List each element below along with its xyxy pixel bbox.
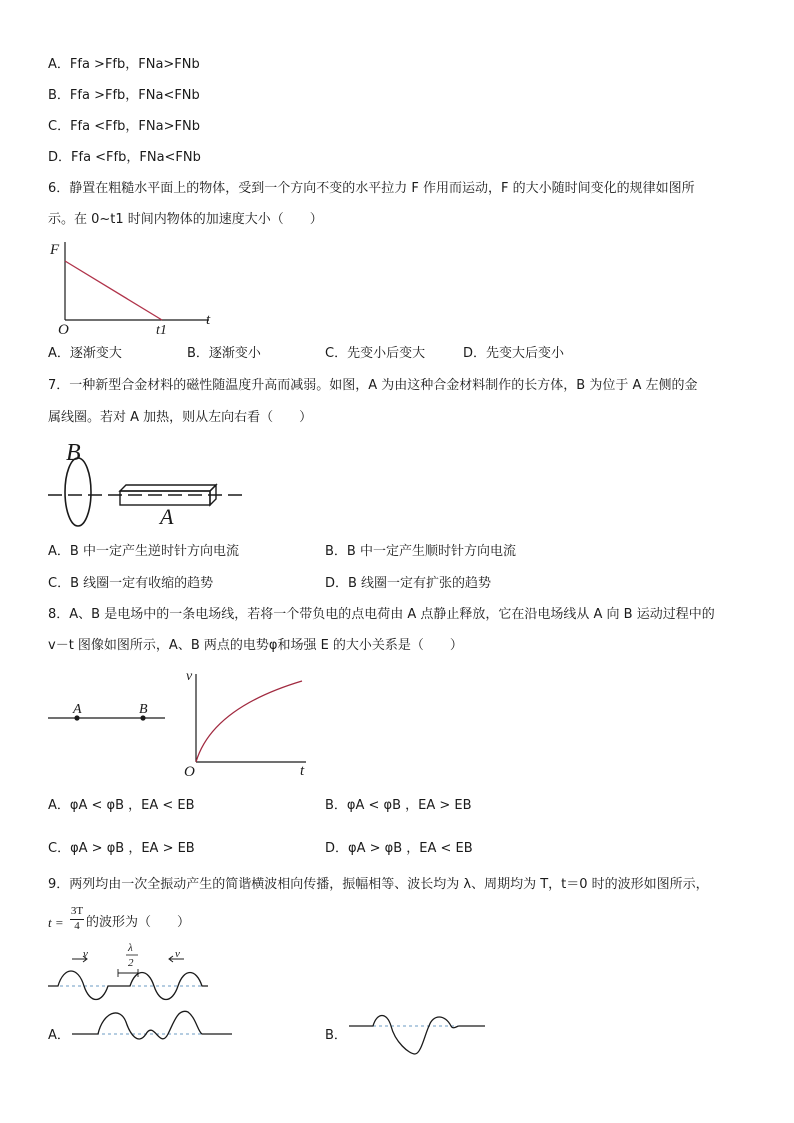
q9-stem-line1: 9．两列均由一次全振动产生的简谐横波相向传播，振幅相等、波长均为 λ、周期均为 T，t＝0 时的波形如图所示， [48, 877, 709, 892]
q5-option-a: A．Ffa >Ffb，FNa>FNb [48, 57, 200, 72]
q9-v-right: v [175, 948, 180, 960]
q8-stem-line1: 8．A、B 是电场中的一条电场线，若将一个带负电的点电荷由 A 点静止释放，它在沿电场线从 A 向 B 运动过程中的 [48, 607, 715, 622]
q7-bar-top [120, 485, 216, 491]
q9-lambda-den: 2 [128, 957, 134, 969]
q9-two-pulses [48, 971, 208, 1000]
q6-stem-line1: 6．静置在粗糙水平面上的物体，受到一个方向不变的水平拉力 F 作用而运动，F 的大小随时间变化的规律如图所 [48, 181, 695, 196]
q9-option-a-waveform [68, 1004, 238, 1064]
q6-t1-label: t1 [156, 323, 167, 338]
q9-frac-num: 3T [70, 905, 84, 917]
q8-option-a: A．φA < φB ，EA < EB [48, 798, 195, 813]
q9-t-eq: t = [48, 915, 64, 930]
q8-t-label: t [300, 763, 305, 779]
q8-option-c: C．φA > φB ，EA > EB [48, 841, 195, 856]
q7-label-a: A [160, 504, 174, 529]
q8-label-b: B [139, 702, 148, 717]
q6-option-b: B．逐渐变小 [187, 346, 261, 361]
q8-label-a: A [73, 702, 82, 717]
q9-frac-den: 4 [74, 920, 80, 932]
q9-option-b-label: B． [325, 1028, 347, 1043]
q6-stem-line2: 示。在 0~t1 时间内物体的加速度大小（ ） [48, 212, 323, 227]
q7-stem-line1: 7．一种新型合金材料的磁性随温度升高而减弱。如图，A 为由这种合金材料制作的长方体，B 为位于 A 左侧的金 [48, 378, 698, 393]
q9-option-a-label: A． [48, 1028, 70, 1043]
q7-option-b: B．B 中一定产生顺时针方向电流 [325, 544, 516, 559]
q6-force-line [65, 261, 162, 320]
q8-stem-line2: v－t 图像如图所示，A、B 两点的电势φ和场强 E 的大小关系是（ ） [48, 638, 463, 653]
q8-field-line-and-vt-graph [44, 664, 324, 784]
q9-stem-tail: 的波形为（ ） [86, 915, 191, 930]
q9-initial-waveform [44, 942, 214, 1012]
q8-vt-curve [196, 681, 302, 762]
q7-coil-b [65, 458, 91, 526]
q7-option-d: D．B 线圈一定有扩张的趋势 [325, 576, 492, 591]
q7-option-c: C．B 线圈一定有收缩的趋势 [48, 576, 214, 591]
q6-origin-label: O [58, 322, 69, 338]
q9-option-b-waveform [345, 1004, 495, 1064]
q5-option-b: B．Ffa >Ffb，FNa<FNb [48, 88, 200, 103]
q6-option-d: D．先变大后变小 [463, 346, 565, 361]
q8-option-d: D．φA > φB ，EA < EB [325, 841, 473, 856]
q9-v-left: v [83, 948, 88, 960]
q7-stem-line2: 属线圈。若对 A 加热，则从左向右看（ ） [48, 410, 313, 425]
q9-lambda: λ [128, 942, 133, 954]
q6-x-label: t [206, 312, 211, 328]
q6-option-a: A．逐渐变大 [48, 346, 122, 361]
q7-label-b: B [66, 440, 81, 466]
q7-bar-a [120, 491, 210, 505]
q6-option-c: C．先变小后变大 [325, 346, 426, 361]
q6-force-time-graph [44, 238, 234, 338]
q7-option-a: A．B 中一定产生逆时针方向电流 [48, 544, 239, 559]
q5-option-c: C．Ffa <Ffb，FNa>FNb [48, 119, 200, 134]
q8-option-b: B．φA < φB ，EA > EB [325, 798, 472, 813]
q8-v-label: v [186, 669, 193, 684]
q5-option-d: D．Ffa <Ffb，FNa<FNb [48, 150, 201, 165]
q6-y-label: F [50, 242, 60, 258]
q7-coil-and-bar-figure [44, 434, 254, 534]
q8-origin-label: O [184, 764, 195, 780]
